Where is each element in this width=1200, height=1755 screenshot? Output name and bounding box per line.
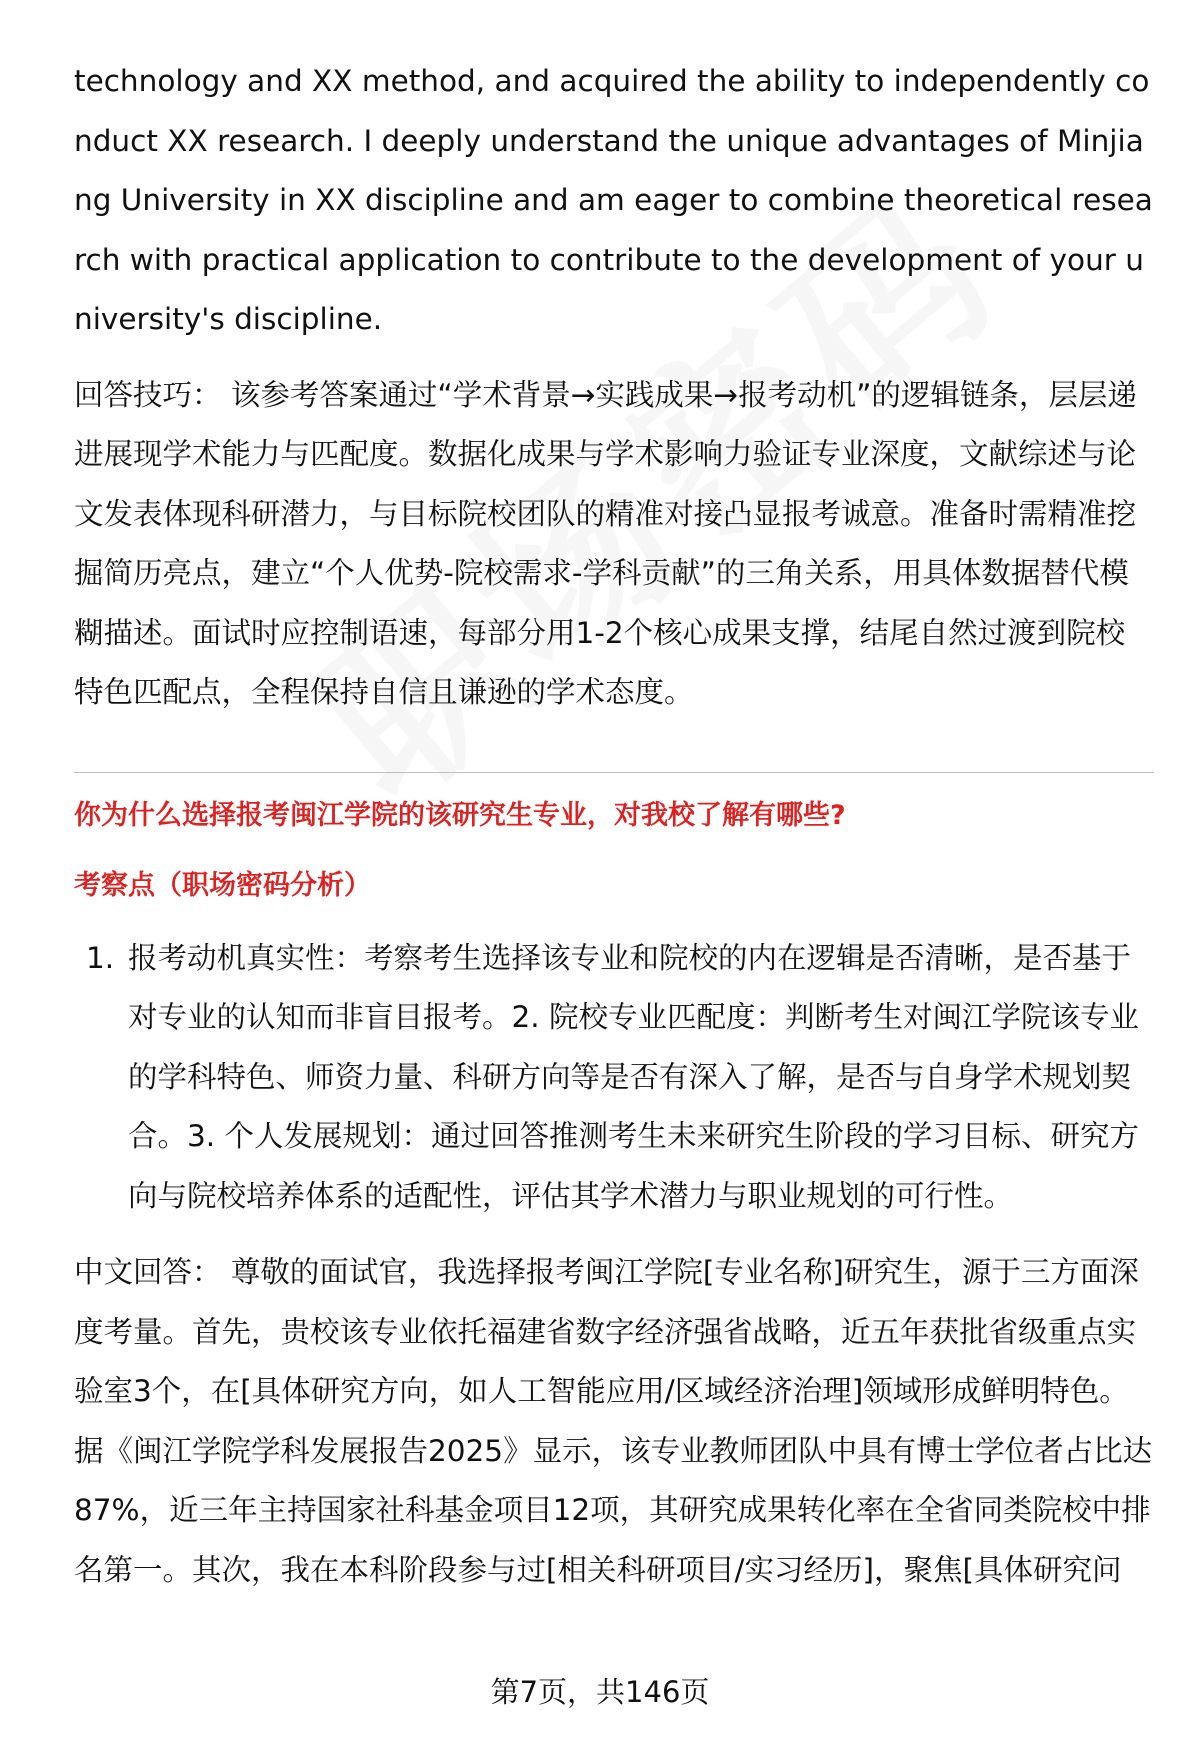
tips-label: 回答技巧： [74,377,222,412]
chinese-answer-paragraph [74,1243,1154,1600]
list-item [74,929,1154,1227]
answer-label: 中文回答： [74,1255,222,1289]
tips-text: 该参考答案通过“学术背景→实践成果→报考动机”的逻辑链条，层层递进展现学术能力与匹配度。数据化成果与学术影响力验证专业深度，文献综述与论文发表体现科研潜力，与目标院校团队的精准对接凸显报考诚意。准备时需精准挖掘简历亮点，建立“个人优势-院校需求-学科贡献”的三角关系，用具体数据替代模糊描述。面试时应控制语速，每部分用1-2个核心成果支撑，结尾自然过渡到院校特色匹配点，全程保持自信且谦逊的学术态度。 [74,377,1137,709]
answer-text: 尊敬的面试官，我选择报考闽江学院[专业名称]研究生，源于三方面深度考量。首先，贵校该专业依托福建省数字经济强省战略，近五年获批省级重点实验室3个，在[具体研究方向，如人工智能应用/区域经济治理]领域形成鲜明特色。据《闽江学院学科发展报告2025》显示，该专业教师团队中具有博士学位者占比达87%，近三年主持国家社科基金项目12项，其研究成果转化率在全省同类院校中排名第一。其次，我在本科阶段参与过[相关科研项目/实习经历]，聚焦[具体研究问 [74,1255,1153,1587]
question-subtitle: 考察点（职场密码分析） [74,869,371,901]
document-page [74,52,1154,1600]
list-item-text: 报考动机真实性：考察考生选择该专业和院校的内在逻辑是否清晰，是否基于对专业的认知而非盲目报考。2. 院校专业匹配度：判断考生对闽江学院该专业的学科特色、师资力量、科研方向等是否有深入了解，是否与自身学术规划契合。3. 个人发展规划：通过回答推测考生未来研究生阶段的学习目标、研究方向与院校培养体系的适配性，评估其学术潜力与职业规划的可行性。 [128,940,1140,1213]
question-title: 你为什么选择报考闽江学院的该研究生专业，对我校了解有哪些? [74,799,846,831]
tips-paragraph [74,366,1154,723]
list-item-number: 1. [86,940,115,975]
intro-paragraph: technology and XX method, and acquired the ability to independently conduct XX research. I deeply understand the unique advantages of Minjiang University in XX discipline and am eager to combine theoretical research with practical application to contribute to the development of your university's discipline. [74,64,1153,336]
section-divider [74,772,1154,773]
evaluation-points-list [74,929,1154,1227]
page-footer: 第7页，共146页 [490,1675,710,1709]
